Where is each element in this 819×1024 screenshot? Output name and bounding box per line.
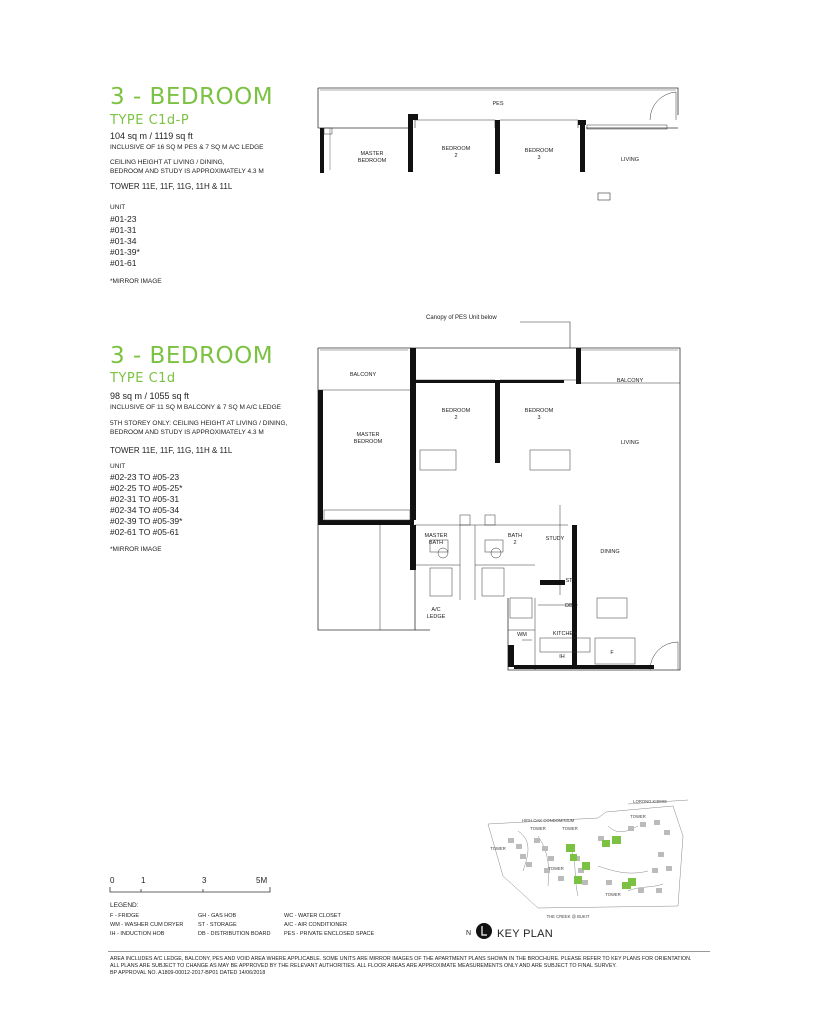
plan1-pes-label: PES [492,101,504,107]
plan1-unit-list [110,214,140,269]
legend-item: A/C - AIR CONDITIONER [284,922,347,928]
legend-item: ST - STORAGE [198,922,237,928]
unit-item: #02-23 TO #05-23 [110,472,180,482]
legend-title: LEGEND: [110,902,139,909]
scale-tick-1: 1 [141,876,146,885]
footer-line: AREA INCLUDES A/C LEDGE, BALCONY, PES AND VOID AREA WHERE APPLICABLE. SOME UNITS ARE MIRROR IMAGES OF THE APARTMENT PLANS SHOWN IN THE BROCHURE. PLEASE REFER TO KEY PLANS FOR ORIENTATION. [110,956,692,962]
key-plan-map [478,796,693,920]
plan2-st-label: ST [565,578,573,584]
plan2-dining-label: DINING [600,549,620,555]
plan1-area: 104 sq m / 1119 sq ft [110,131,193,141]
north-compass-icon [474,921,494,941]
plan1-unit-label: UNIT [110,204,126,211]
unit-item: #02-61 TO #05-61 [110,527,180,537]
plan1-bed2-label2: 2 [454,153,458,159]
plan2-acledge-label2: LEDGE [426,614,446,620]
plan1-bed3-label1: BEDROOM [524,148,554,154]
plan2-mirror-note: *MIRROR IMAGE [110,546,162,553]
plan1-ceiling-line2: BEDROOM AND STUDY IS APPROXIMATELY 4.3 M [110,168,264,175]
plan1-inclusive: INCLUSIVE OF 16 SQ M PES & 7 SQ M A/C LEDGE [110,144,264,151]
plan2-wm-label: WM [517,632,527,638]
key-tower-label: TOWER [605,892,621,897]
legend-item: WC - WATER CLOSET [284,913,341,919]
unit-item: #01-23 [110,214,137,224]
legend-item: IH - INDUCTION HOB [110,931,165,937]
plan1-ceiling-line1: CEILING HEIGHT AT LIVING / DINING, [110,159,225,166]
plan2-ih-label: IH [559,654,565,660]
plan2-balcony-left-label: BALCONY [349,372,377,378]
plan1-living-label: LIVING [620,157,640,163]
plan1-bed2-label1: BEDROOM [441,146,471,152]
plan2-title: 3 - BEDROOM [110,343,274,369]
north-label: N [466,930,472,937]
plan2-floorplan [310,340,690,680]
plan2-master-bath-label1: MASTER [424,533,448,539]
scale-tick-5m: 5M [256,876,268,885]
plan2-inclusive: INCLUSIVE OF 11 SQ M BALCONY & 7 SQ M A/C LEDGE [110,404,281,411]
plan1-tower: TOWER 11E, 11F, 11G, 11H & 11L [110,182,233,191]
plan2-bed3-label2: 3 [537,415,541,421]
unit-item: #02-34 TO #05-34 [110,505,180,515]
key-road-label: LORONG KISMIS [633,799,667,804]
plan2-bed2-label2: 2 [454,415,458,421]
legend-column-2 [198,912,270,939]
legend-column-3 [284,912,374,939]
legend-item: GH - GAS HOB [198,913,237,919]
footer-notes [110,956,710,977]
footer-line: BP APPROVAL NO. A1809-00012-2017-BP01 DATED 14/06/2018 [110,970,266,976]
footer-divider [108,951,710,952]
key-tower-label: TOWER [630,814,646,819]
plan2-study-label: STUDY [545,536,565,542]
plan1-type: TYPE C1d-P [110,113,190,128]
legend-item: F - FRIDGE [110,913,140,919]
key-plan-label: KEY PLAN [497,928,554,940]
plan1-floorplan [310,80,690,190]
unit-item: #01-31 [110,225,137,235]
unit-item: #01-61 [110,258,137,268]
key-tower-label: TOWER [490,846,506,851]
scale-tick-3: 3 [202,876,207,885]
plan2-acledge-label1: A/C [431,607,441,613]
plan2-living-label: LIVING [620,440,640,446]
legend-item: WM - WASHER CUM DRYER [110,922,184,928]
plan1-master-label1: MASTER [360,151,384,157]
plan2-bed2-label1: BEDROOM [441,408,471,414]
legend-item: PES - PRIVATE ENCLOSED SPACE [284,931,375,937]
unit-item: #02-39 TO #05-39* [110,516,183,526]
plan2-tower: TOWER 11E, 11F, 11G, 11H & 11L [110,446,233,455]
plan1-master-label2: BEDROOM [357,158,387,164]
plan2-bath2-label1: BATH [507,533,523,539]
plan2-area: 98 sq m / 1055 sq ft [110,391,190,401]
plan2-kitchen-label: KITCHEN [552,631,578,637]
plan2-fridge-label: F [610,650,614,656]
plan2-bath2-label2: 2 [513,540,517,546]
key-tower-label: TOWER [530,826,546,831]
highlighted-units [566,836,636,889]
plan1-mirror-note: *MIRROR IMAGE [110,278,162,285]
scale-bar [108,886,278,894]
plan2-ceiling-line2: BEDROOM AND STUDY IS APPROXIMATELY 4.3 M [110,429,264,436]
plan2-master-label1: MASTER [356,432,380,438]
plan2-bed3-label1: BEDROOM [524,408,554,414]
key-tower-label: TOWER [562,826,578,831]
plan1-bed3-label2: 3 [537,155,541,161]
unit-item: #01-34 [110,236,137,246]
plan2-unit-list [110,472,182,538]
unit-item: #02-25 TO #05-25* [110,483,183,493]
plan2-type: TYPE C1d [110,371,176,386]
plan2-unit-label: UNIT [110,463,126,470]
canopy-note: Canopy of PES Unit below [426,315,497,321]
plan1-ac-unit [590,192,620,204]
plan2-master-label2: BEDROOM [353,439,383,445]
unit-item: #01-39* [110,247,140,257]
key-creek-label: THE CREEK @ BUKIT [546,914,590,919]
footer-line: ALL PLANS ARE SUBJECT TO CHANGE AS MAY BE APPROVED BY THE RELEVANT AUTHORITIES. ALL FLOOR AREAS ARE APPROXIMATE MEASUREMENTS ONLY AND ARE SUBJECT TO FINAL SURVEY. [110,963,617,969]
plan2-db-label: DB [565,603,573,609]
key-tower-label: TOWER [548,866,564,871]
plan1-title: 3 - BEDROOM [110,84,274,110]
plan2-ceiling-line1: 5TH STOREY ONLY: CEILING HEIGHT AT LIVING / DINING, [110,420,288,427]
plan2-master-bath-label2: BATH [428,540,444,546]
unit-item: #02-31 TO #05-31 [110,494,180,504]
key-neighbour-label: HIGH OAK CONDOMINIUM [521,818,575,823]
legend-column-1 [110,912,183,939]
legend-item: DB - DISTRIBUTION BOARD [198,931,271,937]
plan2-balcony-right-label: BALCONY [616,378,644,384]
scale-tick-0: 0 [110,876,115,885]
